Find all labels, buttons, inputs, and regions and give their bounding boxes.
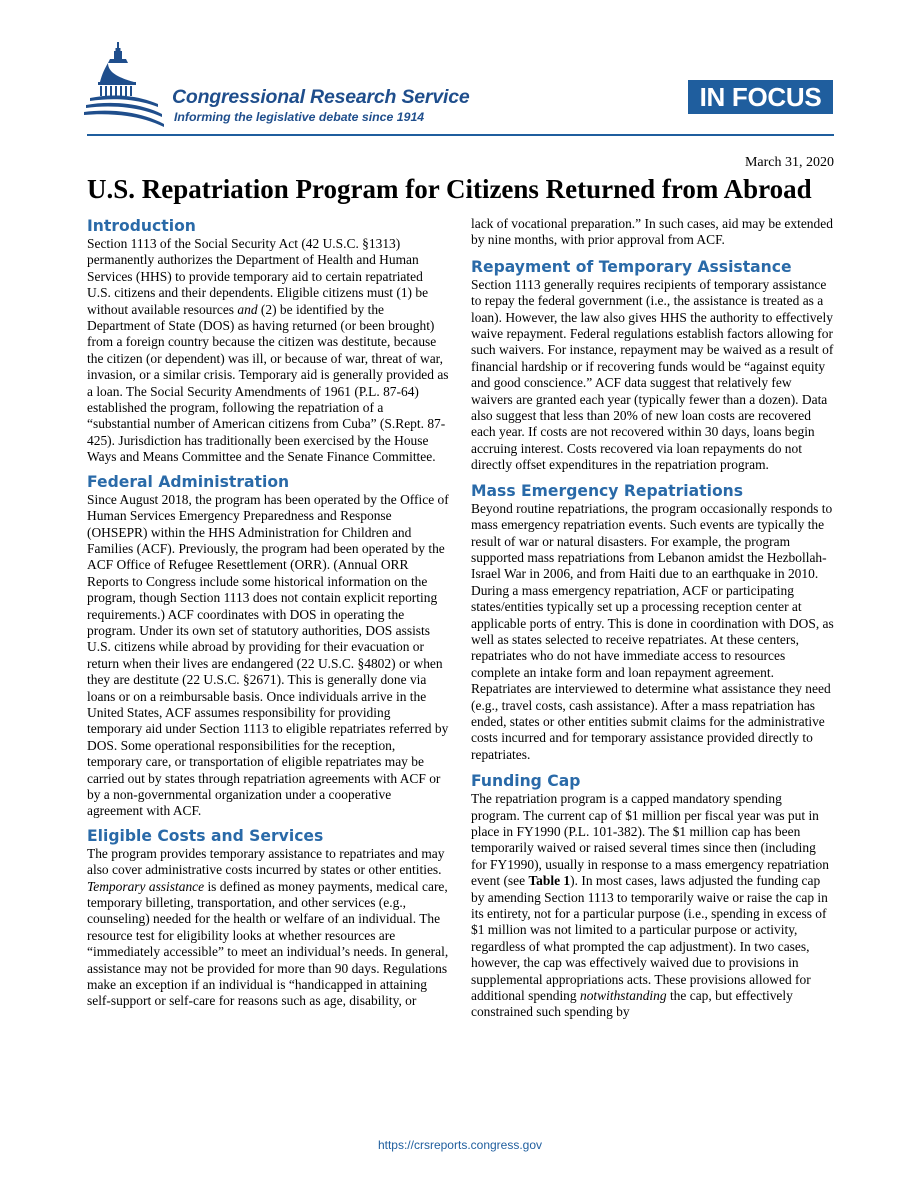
mass-emergency-paragraph: Beyond routine repatriations, the program occasionally responds to mass emergency repatriation events. Such events are typically the result of war or natural disasters. For example, the program supported mass repatriations from Lebanon amidst the Hezbollah-Israel War in 2006, and from Haiti due to an earthquake in 2010. During a mass emergency repatriation, ACF or participating states/entities typically set up a processing reception center at applicable ports of entry. This is done in coordination with DOS, as well as states selected to receive repatriates. At these centers, repatriates who do not have immediate access to resources complete an intake form and loan repayment agreement. Repatriates are interviewed to determine what assistance they need (e.g., travel costs, cash assistance). After a mass repatriation has ended, states or other entities submit claims for the administrative costs incurred and for temporary assistance provided directly to repatriates.	[471, 500, 834, 762]
in-focus-badge: IN FOCUS	[688, 80, 833, 114]
repayment-paragraph: Section 1113 generally requires recipients of temporary assistance to repay the federal government (i.e., the assistance is treated as a loan). However, the law also gives HHS the authority to effectively waive repayment. Federal regulations establish factors allowing for such waivers. For instance, repayment may be waived as a result of financial hardship or if recovering funds would be “against equity and good conscience.” ACF data suggest that relatively few waivers are granted each year (typically fewer than a dozen). Data also suggest that less than 20% of new loan costs are recovered each year. If costs are not recovered within 30 days, loans begin accruing interest. Costs recovered via loan repayments do not directly offset expenditures in the repatriation program.	[471, 276, 834, 473]
introduction-paragraph: Section 1113 of the Social Security Act (42 U.S.C. §1313) permanently authorizes the Department of Health and Human Services (HHS) to provide temporary aid to certain repatriated U.S. citizens and their dependents. Eligible citizens must (1) be without available resources and (2) be identified by the Department of State (DOS) as having returned (or been brought) from a foreign country because the citizen was destitute, because the citizen (or dependent) was ill, or because of war, threat of war, invasion, or a similar crisis. Temporary aid is generally provided as a loan. The Social Security Amendments of 1961 (P.L. 87-64) established the program, following the repatriation of a “substantial number of American citizens from Cuba” (S.Rept. 87-425). Jurisdiction has traditionally been exercised by the House Ways and Means Committee and the Senate Finance Committee.	[87, 236, 449, 465]
header-divider	[87, 134, 834, 136]
publication-date: March 31, 2020	[744, 155, 834, 170]
section-heading-introduction: Introduction	[87, 217, 196, 235]
capitol-dome-logo	[80, 38, 170, 130]
funding-cap-paragraph: The repatriation program is a capped mandatory spending program. The current cap of $1 million per fiscal year was put in place in FY1990 (P.L. 101-382). The $1 million cap has been temporarily waived or raised several times since then (including for FY1990), usually in response to a mass emergency repatriation event (see Table 1). In most cases, laws adjusted the funding cap by amending Section 1113 to temporarily waive or raise the cap in its entirety, not for a particular purpose (i.e., spending in excess of $1 million was not limited to a particular purpose or activity, regardless of what prompted the cap adjustment). In two cases, however, the cap was effectively waived due to provisions in supplemental appropriations acts. These provisions allowed for additional spending notwithstanding the cap, but effectively constrained such spending by	[471, 791, 829, 1020]
eligible-costs-continued-paragraph: lack of vocational preparation.” In such cases, aid may be extended by nine months, with prior approval from ACF.	[471, 216, 833, 248]
section-heading-eligible-costs: Eligible Costs and Services	[87, 826, 324, 845]
eligible-costs-paragraph: The program provides temporary assistance to repatriates and may also cover administrative costs incurred by states or other entities. Temporary assistance is defined as money payments, medical care, temporary billeting, transportation, and other services (e.g., counseling) needed for the health or welfare of an individual. The resource test for eligibility looks at whether resources are “immediately accessible” to meet an individual’s needs. In general, assistance may not be provided for more than 90 days. Regulations make an exception if an individual is “handicapped in attaining self-support or self-care for reasons such as age, disability, or	[87, 845, 449, 1009]
table-1-reference: Table 1	[528, 873, 571, 889]
federal-administration-paragraph: Since August 2018, the program has been operated by the Office of Human Services Emergency Preparedness and Response (OHSEPR) within the HHS Administration for Children and Families (ACF). Previously, the program had been operated by the ACF Office of Refugee Resettlement (ORR). (Annual ORR Reports to Congress include some historical information on the program, though Section 1113 does not contain explicit reporting requirements.) ACF coordinates with DOS in operating the program. Under its own set of statutory authorities, DOS assists U.S. citizens while abroad by providing for their evacuation or return when their lives are endangered (22 U.S.C. §4802) or when they are destitute (22 U.S.C. §2671). This is generally done via loans or on a reimbursable basis. Once individuals arrive in the United States, ACF assumes responsibility for providing temporary aid under Section 1113 to eligible repatriates referred by DOS. Some operational responsibilities for the reception, temporary care, or transportation of eligible repatriates may be carried out by states through repatriation agreements with ACF or by a non-governmental organization under a cooperative agreement with ACF.	[87, 491, 449, 819]
footer-url-link[interactable]: https://crsreports.congress.gov	[377, 1138, 543, 1152]
org-name: Congressional Research Service	[172, 86, 470, 108]
section-heading-funding-cap: Funding Cap	[471, 772, 581, 791]
section-heading-mass-emergency: Mass Emergency Repatriations	[471, 481, 744, 500]
page-title: U.S. Repatriation Program for Citizens Returned from Abroad	[87, 174, 812, 204]
section-heading-federal-administration: Federal Administration	[87, 472, 290, 491]
org-tagline: Informing the legislative debate since 1914	[174, 110, 425, 124]
right-column	[471, 216, 834, 1021]
left-column	[87, 216, 449, 1010]
section-heading-repayment: Repayment of Temporary Assistance	[471, 257, 792, 276]
